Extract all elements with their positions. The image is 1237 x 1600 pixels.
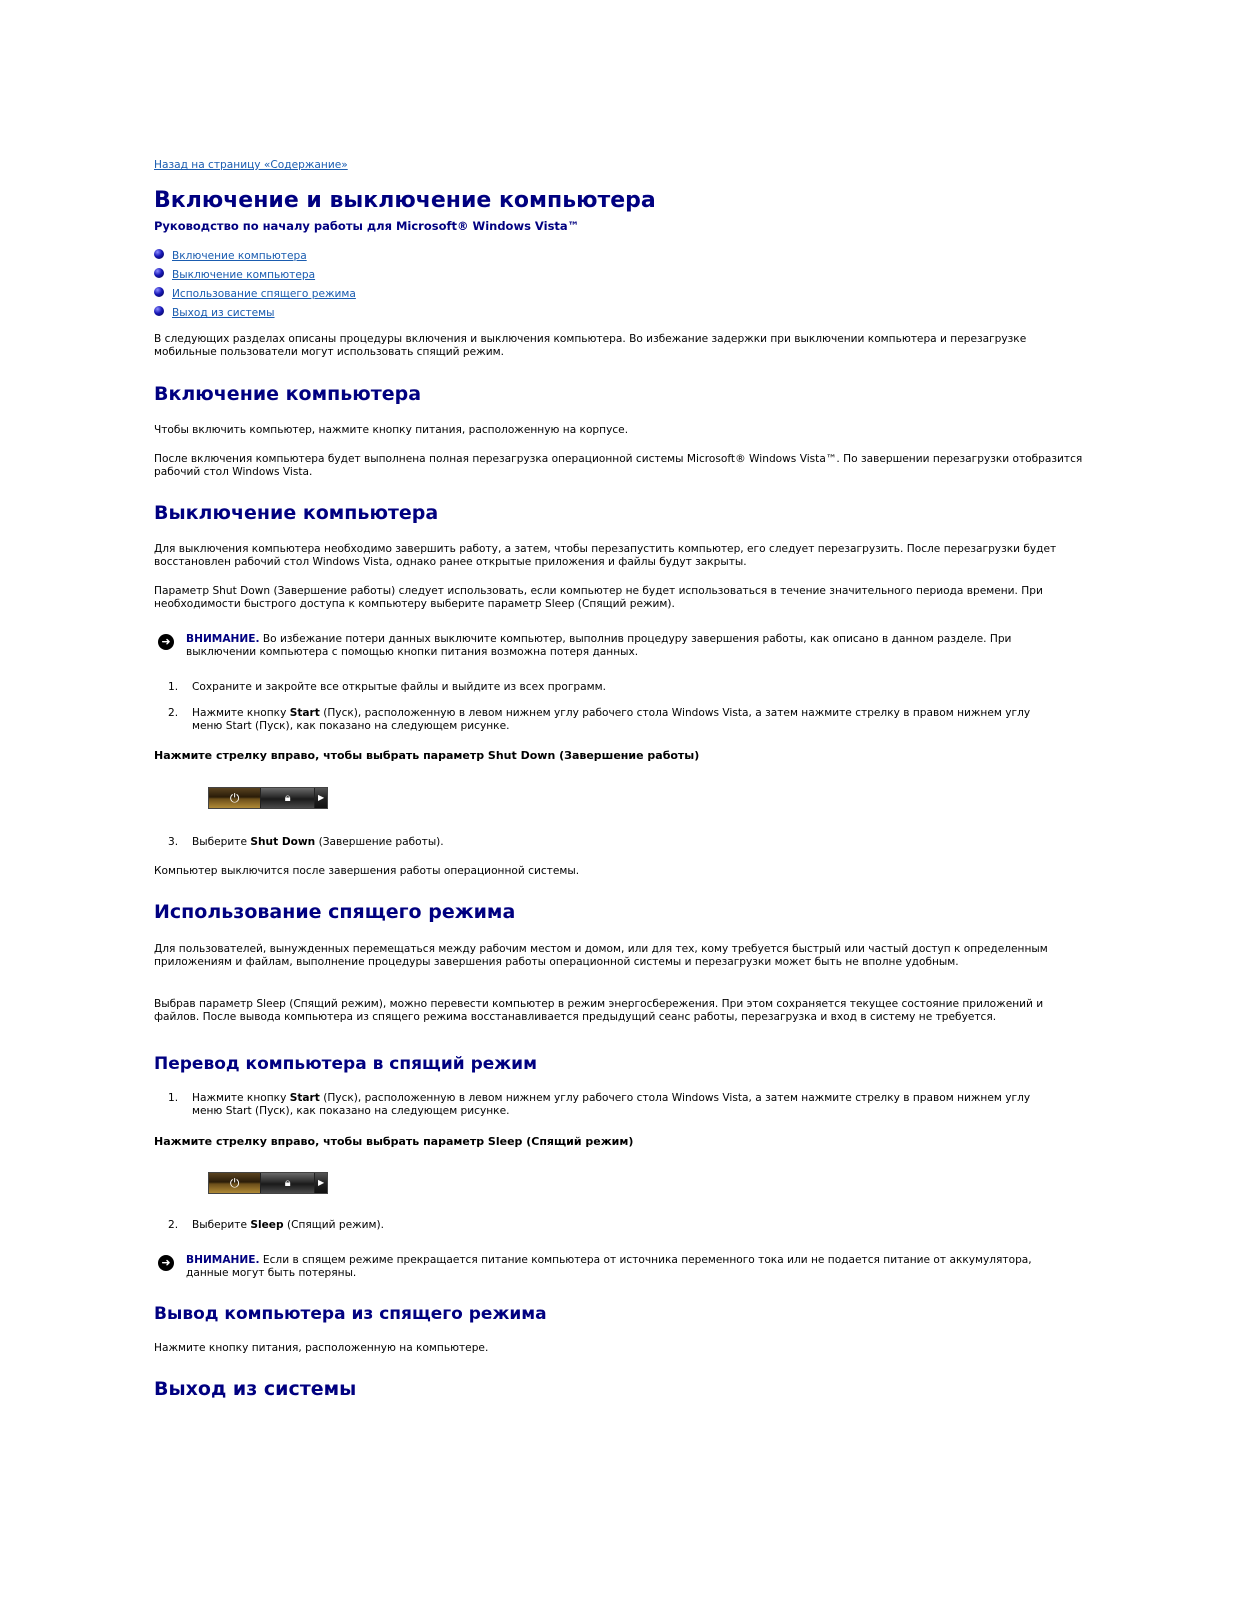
notice-text <box>186 633 1066 659</box>
list-number: 3. <box>168 836 179 848</box>
figure-caption-sleep: Нажмите стрелку вправо, чтобы выбрать параметр Sleep (Спящий режим) <box>154 1135 634 1148</box>
text-fragment: Выберите <box>192 836 251 848</box>
wake-paragraph: Нажмите кнопку питания, расположенную на компьютере. <box>154 1342 489 1354</box>
back-to-contents-link[interactable]: Назад на страницу «Содержание» <box>154 159 348 171</box>
arrow-right-icon: ▶ <box>315 1173 327 1193</box>
text-bold: Start <box>289 707 320 719</box>
text-bold: Start <box>289 1092 320 1104</box>
text-bold: Sleep <box>250 1219 284 1231</box>
notice-body: Если в спящем режиме прекращается питание компьютера от источника переменного тока или не подается питание от аккумулятора, данные могут быть потеряны. <box>186 1254 1032 1279</box>
sphere-bullet-icon <box>154 268 164 278</box>
list-number: 1. <box>168 681 179 693</box>
figure-caption-shutdown: Нажмите стрелку вправо, чтобы выбрать параметр Shut Down (Завершение работы) <box>154 749 700 762</box>
power-off-paragraph-1: Для выключения компьютера необходимо завершить работу, а затем, чтобы перезапустить компьютер, его следует перезагрузить. После перезагрузки будет восстановлен рабочий стол Windows Vista, однако ранее открытые приложения и файлы будут закрыты. <box>154 543 1057 568</box>
toc-link-power-off[interactable]: Выключение компьютера <box>172 269 316 281</box>
text-fragment: (Пуск), расположенную в левом нижнем углу рабочего стола Windows Vista, а затем нажмите стрелку в правом нижнем углу меню Start (Пуск), как показано на следующем рисунке. <box>192 707 1031 732</box>
sleep-paragraph-1: Для пользователей, вынужденных перемещаться между рабочим местом и домом, или для тех, кому требуется быстрый или частый доступ к определенным приложениям и файлам, выполнение процедуры завершения работы операционной системы и перезагрузки может быть не вполне удобным. <box>154 943 1048 968</box>
power-off-after-paragraph: Компьютер выключится после завершения работы операционной системы. <box>154 865 580 877</box>
table-of-contents <box>154 249 356 325</box>
toc-item <box>154 287 356 306</box>
section-heading-logout: Выход из системы <box>154 1378 357 1400</box>
power-icon: ⏻ <box>209 1173 261 1193</box>
arrow-circle-icon: ➜ <box>158 1255 174 1271</box>
notice-label: ВНИМАНИЕ. <box>186 1254 260 1266</box>
text-fragment: Нажмите кнопку <box>192 707 290 719</box>
sleep-paragraph-2: Выбрав параметр Sleep (Спящий режим), можно перевести компьютер в режим энергосбережения. При этом сохраняется текущее состояние приложений и файлов. После вывода компьютера из спящего режима восстанавливается предыдущий сеанс работы, перезагрузка и вход в систему не требуется. <box>154 998 1044 1023</box>
vista-start-buttons-image <box>208 1172 328 1194</box>
notice-body: Во избежание потери данных выключите компьютер, выполнив процедуру завершения работы, как описано в данном разделе. При выключении компьютера с помощью кнопки питания возможна потеря данных. <box>186 633 1012 658</box>
power-off-paragraph-2: Параметр Shut Down (Завершение работы) следует использовать, если компьютер не будет использоваться в течение значительного периода времени. При необходимости быстрого доступа к компьютеру выберите параметр Sleep (Спящий режим). <box>154 585 1043 610</box>
toc-item <box>154 306 356 325</box>
page-subtitle: Руководство по началу работы для Microsoft® Windows Vista™ <box>154 219 580 233</box>
text-fragment: (Пуск), расположенную в левом нижнем углу рабочего стола Windows Vista, а затем нажмите стрелку в правом нижнем углу меню Start (Пуск), как показано на следующем рисунке. <box>192 1092 1031 1117</box>
toc-link-power-on[interactable]: Включение компьютера <box>172 250 307 262</box>
lock-icon: 🔒︎ <box>261 1173 315 1193</box>
text-fragment: Выберите <box>192 1219 251 1231</box>
vista-start-buttons-image <box>208 787 328 809</box>
sphere-bullet-icon <box>154 306 164 316</box>
list-text <box>192 836 1062 849</box>
toc-item <box>154 249 356 268</box>
text-fragment: (Спящий режим). <box>283 1219 385 1231</box>
power-on-paragraph-1: Чтобы включить компьютер, нажмите кнопку питания, расположенную на корпусе. <box>154 424 629 436</box>
toc-link-logout[interactable]: Выход из системы <box>172 307 275 319</box>
section-heading-power-on: Включение компьютера <box>154 383 422 405</box>
section-heading-sleep: Использование спящего режима <box>154 901 516 923</box>
sphere-bullet-icon <box>154 249 164 259</box>
list-number: 2. <box>168 1219 179 1231</box>
arrow-right-icon: ▶ <box>315 788 327 808</box>
list-number: 2. <box>168 707 179 719</box>
list-text <box>192 1219 1062 1232</box>
text-fragment: (Завершение работы). <box>315 836 444 848</box>
subsection-heading-enter-sleep: Перевод компьютера в спящий режим <box>154 1054 537 1074</box>
notice-text <box>186 1254 1066 1280</box>
list-number: 1. <box>168 1092 179 1104</box>
text-bold: Shut Down <box>250 836 316 848</box>
section-heading-power-off: Выключение компьютера <box>154 502 439 524</box>
page-title: Включение и выключение компьютера <box>154 188 656 213</box>
text-fragment: Нажмите кнопку <box>192 1092 290 1104</box>
subsection-heading-wake: Вывод компьютера из спящего режима <box>154 1304 547 1324</box>
notice-label: ВНИМАНИЕ. <box>186 633 260 645</box>
lock-icon: 🔒︎ <box>261 788 315 808</box>
list-text <box>192 1092 1062 1118</box>
sphere-bullet-icon <box>154 287 164 297</box>
list-text <box>192 707 1062 733</box>
power-icon: ⏻ <box>209 788 261 808</box>
arrow-circle-icon: ➜ <box>158 634 174 650</box>
intro-paragraph: В следующих разделах описаны процедуры включения и выключения компьютера. Во избежание задержки при выключении компьютера и перезагрузке мобильные пользователи могут использовать спящий режим. <box>154 333 1027 358</box>
power-on-paragraph-2: После включения компьютера будет выполнена полная перезагрузка операционной системы Microsoft® Windows Vista™. По завершении перезагрузки отобразится рабочий стол Windows Vista. <box>154 453 1083 478</box>
list-text: Сохраните и закройте все открытые файлы и выйдите из всех программ. <box>192 681 606 693</box>
toc-item <box>154 268 356 287</box>
toc-link-sleep[interactable]: Использование спящего режима <box>172 288 356 300</box>
